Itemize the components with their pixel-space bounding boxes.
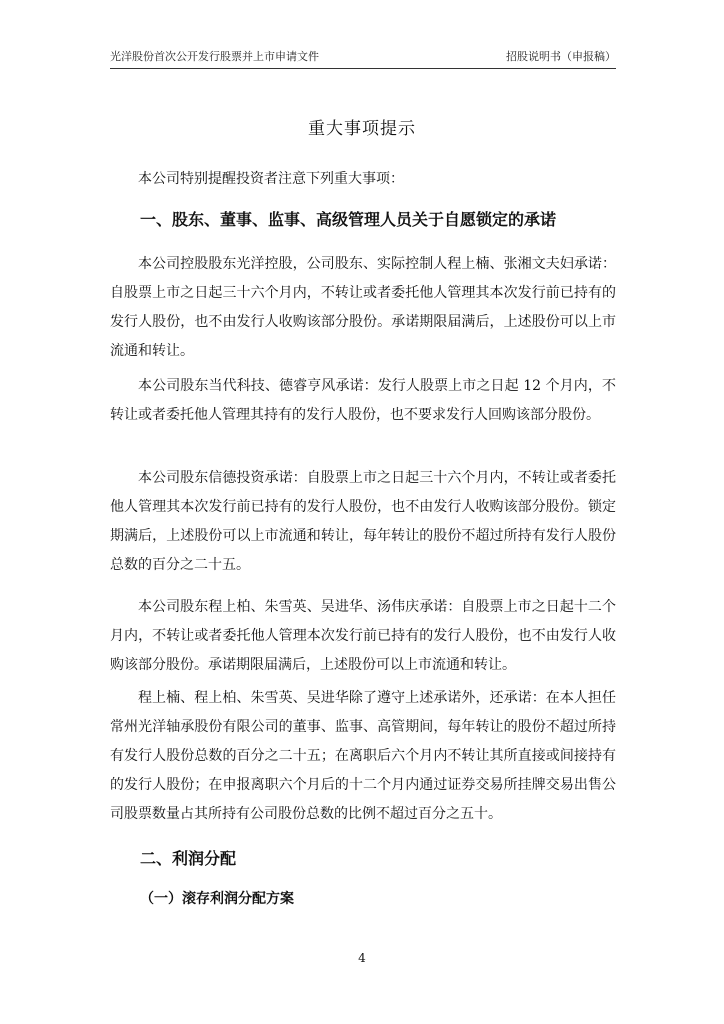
section-2-subheading: （一）滚存利润分配方案 (140, 891, 294, 907)
section-1-heading: 一、股东、董事、监事、高级管理人员关于自愿锁定的承诺 (140, 210, 557, 229)
section-1-paragraph-1: 本公司控股股东光洋控股，公司股东、实际控制人程上楠、张湘文夫妇承诺：自股票上市之日起三十六个月内，不转让或者委托他人管理其本次发行前已持有的发行人股份，也不由发行人收购该部分股份。承诺期限届满后，上述股份可以上市流通和转让。 (110, 256, 616, 359)
section-1-paragraph-3: 本公司股东信德投资承诺：自股票上市之日起三十六个月内，不转让或者委托他人管理其本次发行前已持有的发行人股份，也不由发行人收购该部分股份。锁定期满后，上述股份可以上市流通和转让，每年转让的股份不超过所持有发行人股份总数的百分之二十五。 (110, 470, 616, 573)
section-1-paragraph-4: 本公司股东程上柏、朱雪英、吴进华、汤伟庆承诺：自股票上市之日起十二个月内，不转让或者委托他人管理本次发行前已持有的发行人股份，也不由发行人收购该部分股份。承诺期限届满后，上述股份可以上市流通和转让。 (110, 599, 616, 673)
header-document-type: 招股说明书（申报稿） (506, 50, 616, 63)
page-number: 4 (358, 951, 366, 965)
page-title: 重大事项提示 (308, 119, 416, 139)
section-1-paragraph-2: 本公司股东当代科技、德睿亨风承诺：发行人股票上市之日起 12 个月内，不转让或者委托他人管理其持有的发行人股份，也不要求发行人回购该部分股份。 (110, 378, 616, 423)
section-2-heading: 二、利润分配 (140, 849, 237, 868)
running-header (110, 50, 616, 69)
header-document-name: 光洋股份首次公开发行股票并上市申请文件 (110, 50, 319, 63)
intro-paragraph: 本公司特别提醒投资者注意下列重大事项： (138, 171, 404, 187)
section-1-paragraph-5: 程上楠、程上柏、朱雪英、吴进华除了遵守上述承诺外，还承诺：在本人担任常州光洋轴承股份有限公司的董事、监事、高管期间，每年转让的股份不超过所持有发行人股份总数的百分之二十五；在离职后六个月内不转让其所直接或间接持有的发行人股份；在申报离职六个月后的十二个月内通过证券交易所挂牌交易出售公司股票数量占其所持有公司股份总数的比例不超过百分之五十。 (110, 690, 616, 822)
